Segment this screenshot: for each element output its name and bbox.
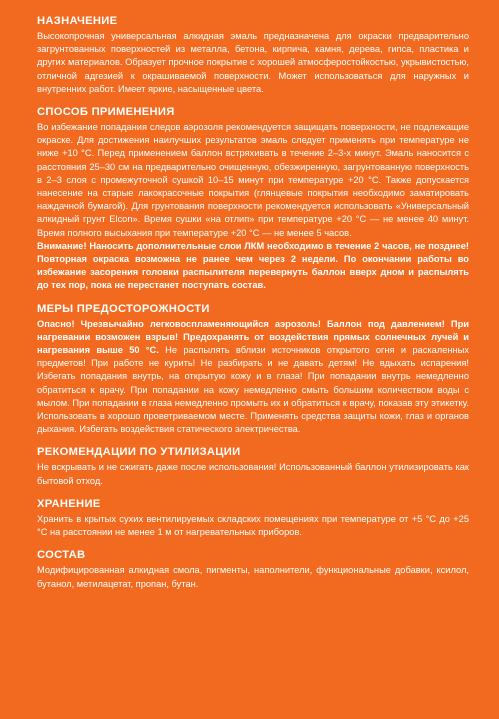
section-text: Хранить в крытых сухих вентилируемых складских помещениях при температуре от +5 °С до +25 °С на расстоянии не менее 1 м от нагревательных приборов.: [37, 513, 469, 538]
section-application: [37, 105, 469, 293]
section-title: СОСТАВ: [37, 549, 86, 562]
warning-text: Внимание! Наносить дополнительные слои ЛКМ необходимо в течение 2 часов, не позднее! Повторная окраска возможна не ранее чем через 2 недели. По окончании работы во избежание засорения головки распылителя перевернуть баллон вверх дном и распылять до тех пор, пока не перестанет поступать состав.: [37, 240, 469, 291]
section-text: Модифицированная алкидная смола, пигменты, наполнители, функциональные добавки, ксилол, бутанол, метилацетат, пропан, бутан.: [37, 565, 469, 589]
section-title: СПОСОБ ПРИМЕНЕНИЯ: [37, 106, 175, 119]
section-title: НАЗНАЧЕНИЕ: [37, 15, 118, 27]
section-composition: [37, 548, 469, 590]
section-title: МЕРЫ ПРЕДОСТОРОЖНОСТИ: [37, 302, 210, 315]
section-title: ХРАНЕНИЕ: [37, 497, 101, 510]
section-text: [37, 318, 469, 437]
section-storage: [37, 497, 469, 539]
section-text: Не вскрывать и не сжигать даже после использования! Использованный баллон утилизировать как бытовой отход.: [37, 462, 469, 486]
section-disposal: [37, 445, 469, 487]
section-title: РЕКОМЕНДАЦИИ ПО УТИЛИЗАЦИИ: [37, 446, 241, 459]
section-precautions: [37, 302, 469, 437]
section-purpose: [37, 14, 469, 96]
section-text: Во избежание попадания следов аэрозоля рекомендуется защищать поверхности, не подлежащие окраске. Для достижения наилучших результатов эмаль следует применять при температуре не ниже +10 °С. Перед применением баллон встряхивать в течение 2–3-х минут. Эмаль наносится с расстояния 25–30 см на предварительно очищенную, обезжиренную, загрунтованную поверхность в 2–3 слоя с промежуточной сушкой 10–15 минут при температуре +20 °С. Также допускается нанесение на старые лакокрасочные покрытия (глянцевые покрытия необходимо заматировать наждачной бумагой). Для грунтования поверхности рекомендуется использовать «Универсальный алкидный грунт Elcon». Время сушки «на отлип» при температуре +20 °С — не менее 40 минут. Время полного высыхания при температуре +20 °С — не менее 5 часов.: [37, 122, 469, 238]
precautions-text: Не распылять вблизи источников открытого огня и раскаленных предметов! При работе не курить! Не разбирать и не давать детям! Не вдыхать испарения! Избегать попадания внутрь, на открытую кожу и в глаза! При попадании внутрь немедленно обратиться к врачу. При попадании на кожу немедленно смыть большим количеством воды с мылом. При попадании в глаза немедленно промыть их и обратиться к врачу, показав эту этикетку. Использовать в хорошо проветриваемом месте. Применять средства защиты кожи, глаз и органов дыхания. Избегать воздействия статического электричества.: [37, 345, 469, 435]
danger-text: Опасно! Чрезвычайно легковоспламеняющийся аэрозоль! Баллон под давлением! При нагревании возможен взрыв! Предохранять от воздействия прямых солнечных лучей и нагревания выше 50 °С.: [37, 318, 469, 356]
section-text: Высокопрочная универсальная алкидная эмаль предназначена для окраски предварительно загрунтованных поверхностей из металла, бетона, кирпича, камня, дерева, гипса, пластика и других материалов. Образует прочное покрытие с хорошей атмосферостойкостью, укрывистостью, отличной адгезией к окрашиваемой поверхности. Может использоваться для наружных и внутренних работ. Имеет яркие, насыщенные цвета.: [37, 31, 469, 94]
